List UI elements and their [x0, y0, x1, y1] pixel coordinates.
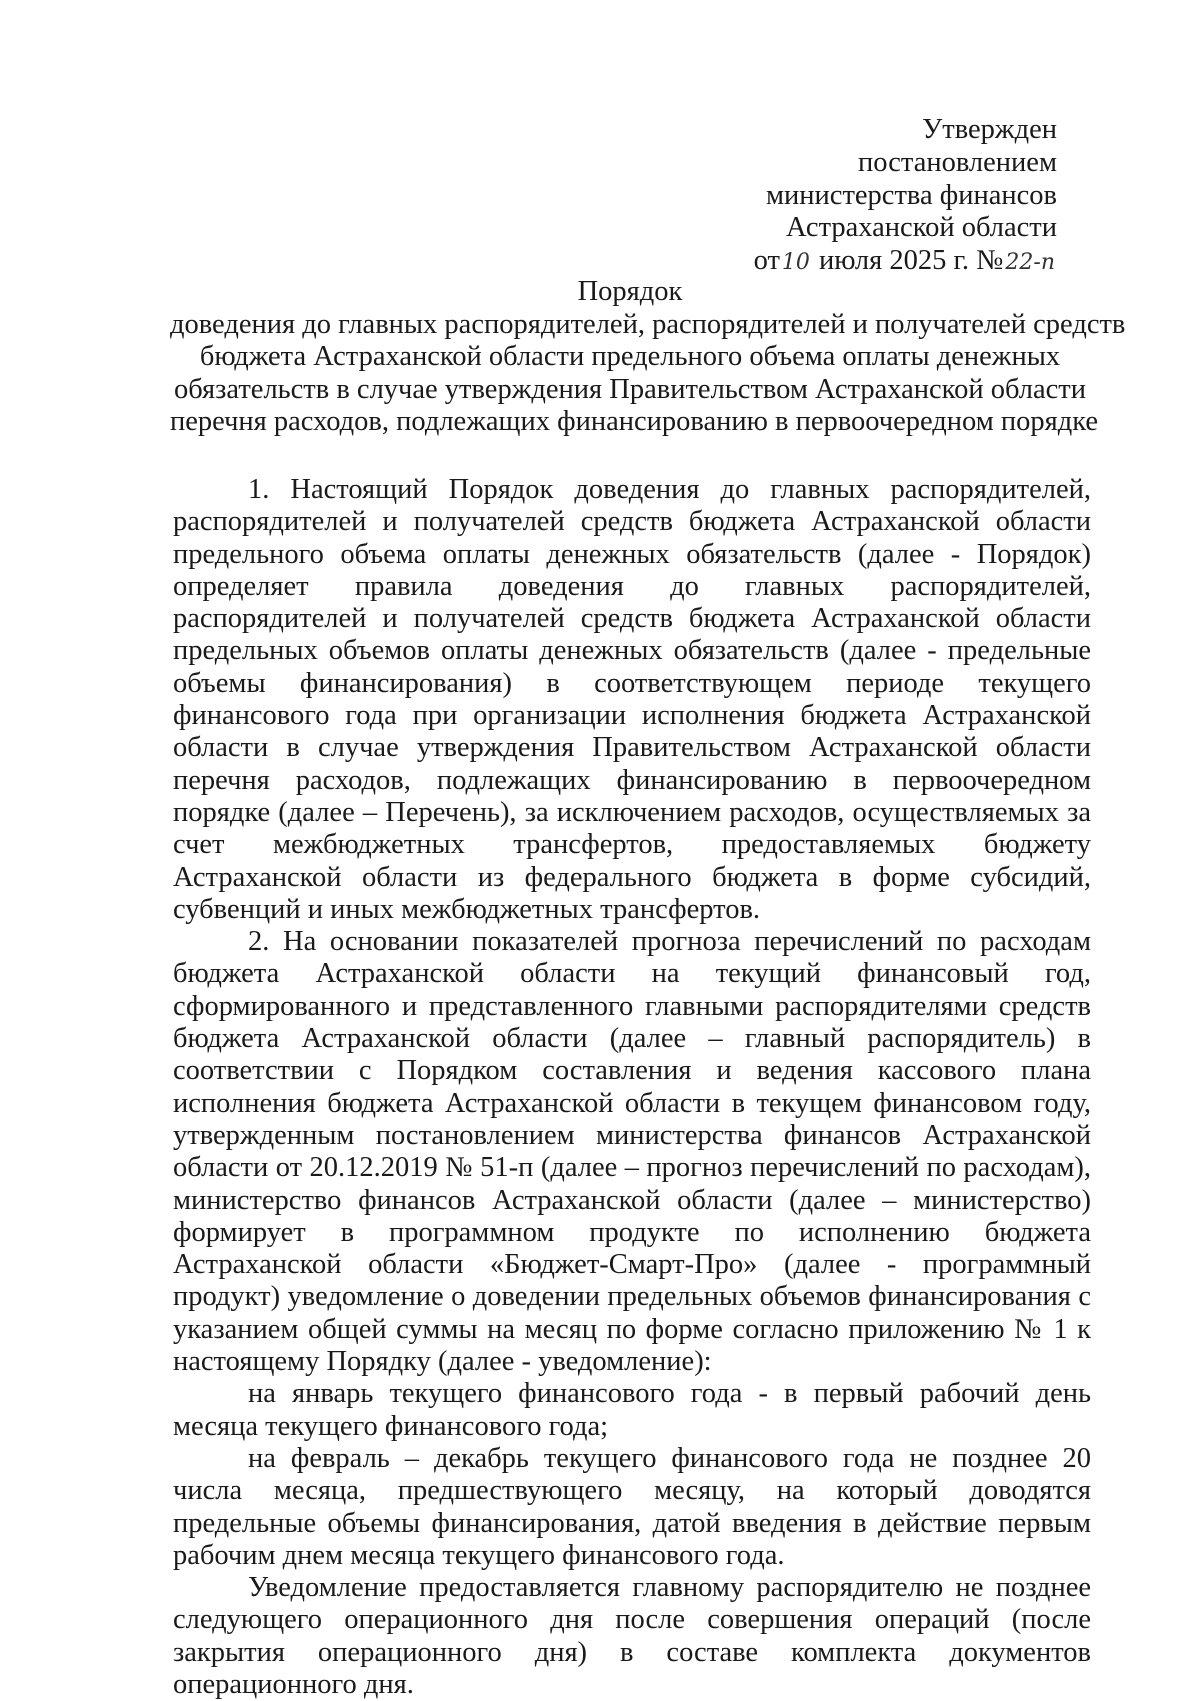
- document-heading: [170, 276, 1126, 439]
- document-body: [173, 474, 1091, 1701]
- approval-number-handwritten: 22-п: [1005, 250, 1055, 276]
- approval-stamp-block: [537, 114, 1057, 280]
- document-subtitle-line: перечня расходов, подлежащих финансированию в первоочередном порядке: [170, 406, 1099, 438]
- approval-date-prefix: от: [753, 245, 780, 277]
- approval-line-approved: Утвержден: [922, 114, 1057, 145]
- paragraph-1: 1. Настоящий Порядок доведения до главных распорядителей, распорядителей и получателей средств бюджета Астраханской области предельного объема оплаты денежных обязательств (далее - Порядок) определяет правила доведения до главных распорядителей, распорядителей и получателей средств бюджета Астраханской области предельных объемов оплаты денежных обязательств (далее - предельные объемы финансирования) в соответствующем периоде текущего финансового года при организации исполнения бюджета Астраханской области в случае утверждения Правительством Астраханской области перечня расходов, подлежащих финансированию в первоочередном порядке (далее – Перечень), за исключением расходов, осуществляемых за счет межбюджетных трансфертов, предоставляемых бюджету Астраханской области из федерального бюджета в форме субсидий, субвенций и иных межбюджетных трансфертов.: [173, 474, 1091, 925]
- document-title: Порядок: [577, 276, 683, 307]
- paragraph-2: 2. На основании показателей прогноза перечислений по расходам бюджета Астраханской области на текущий финансовый год, сформированного и представленного главными распорядителями средств бюджета Астраханской области (далее – главный распорядитель) в соответствии с Порядком составления и ведения кассового плана исполнения бюджета Астраханской области в текущем финансовом году, утвержденным постановлением министерства финансов Астраханской области от 20.12.2019 № 51-п (далее – прогноз перечислений по расходам), министерство финансов Астраханской области (далее – министерство) формирует в программном продукте по исполнению бюджета Астраханской области «Бюджет-Смарт-Про» (далее - программный продукт) уведомление о доведении предельных объемов финансирования с указанием общей суммы на месяц по форме согласно приложению № 1 к настоящему Порядку (далее - уведомление):: [173, 926, 1091, 1378]
- approval-line-date: [537, 245, 1057, 280]
- document-subtitle-line: бюджета Астраханской области предельного объема оплаты денежных: [199, 341, 1061, 373]
- approval-date-day-handwritten: 10: [781, 250, 810, 276]
- document-subtitle-line: обязательств в случае утверждения Правительством Астраханской области: [174, 373, 1086, 405]
- document-subtitle-line: доведения до главных распорядителей, распорядителей и получателей средств: [170, 308, 1126, 340]
- paragraph-notification: Уведомление предоставляется главному распорядителю не позднее следующего операционного дня после совершения операций (после закрытия операционного дня) в составе комплекта документов операционного дня.: [173, 1572, 1091, 1700]
- approval-line-region: Астраханской области: [786, 212, 1057, 244]
- approval-line-resolution: постановлением: [858, 146, 1057, 178]
- approval-line-ministry: министерства финансов: [766, 179, 1057, 211]
- approval-date-month-year: июля 2025 г. №: [819, 245, 1004, 277]
- paragraph-february-december: на февраль – декабрь текущего финансового года не позднее 20 числа месяца, предшествующего месяцу, на который доводятся предельные объемы финансирования, датой введения в действие первым рабочим днем месяца текущего финансового года.: [173, 1442, 1091, 1571]
- paragraph-january: на январь текущего финансового года - в первый рабочий день месяца текущего финансового года;: [173, 1378, 1091, 1442]
